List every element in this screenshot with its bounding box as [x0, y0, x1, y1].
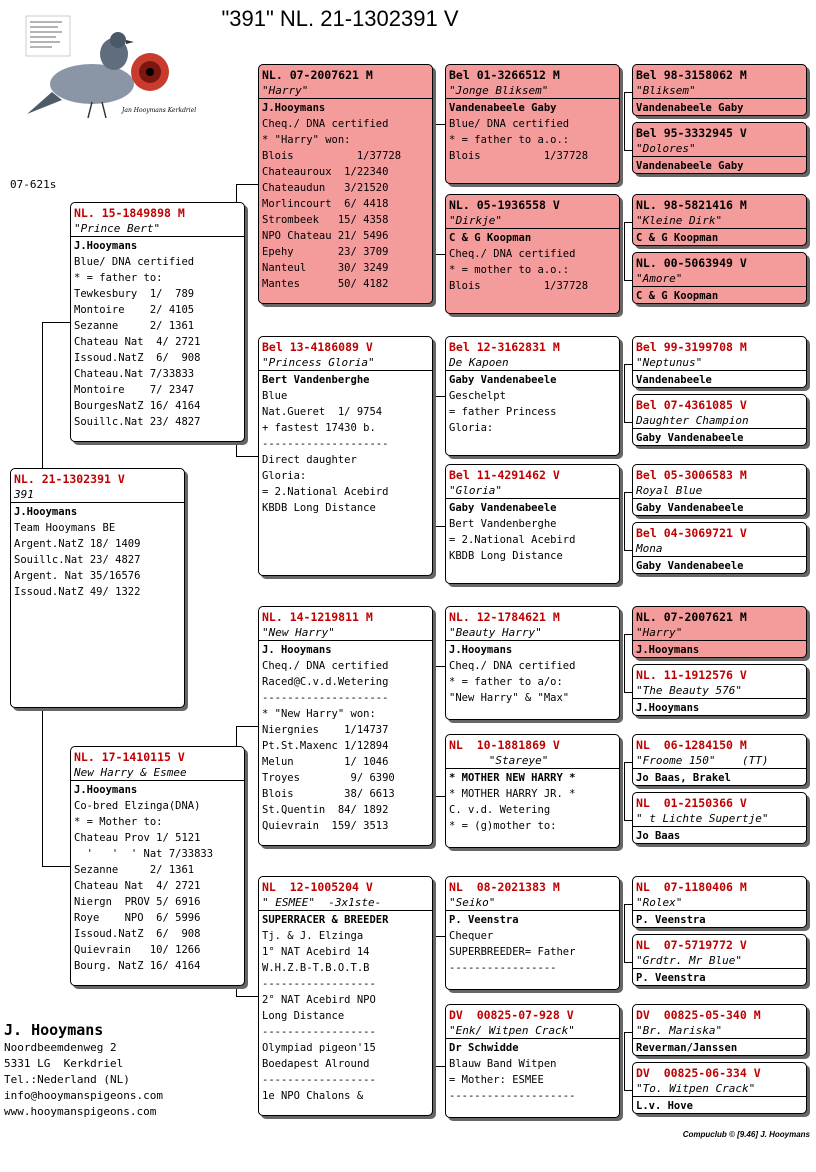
connector-line: [624, 492, 632, 493]
pigeon-card[interactable]: [632, 522, 807, 574]
card-line: Blois 1/37728: [262, 150, 402, 162]
ring-number: Bel 13-4186089 V: [262, 340, 373, 354]
card-line: ------------------: [262, 978, 376, 990]
card-line: Olympiad pigeon'15: [262, 1042, 376, 1054]
pigeon-card[interactable]: [632, 606, 807, 658]
card-line: Geschelpt: [449, 390, 506, 402]
pigeon-name: "Gloria": [446, 483, 619, 499]
card-line: Strombeek 15/ 4358: [262, 214, 389, 226]
ring-number: Bel 07-4361085 V: [636, 398, 747, 412]
card-line: * = Mother to:: [74, 816, 163, 828]
pigeon-name: "Bliksem": [633, 83, 806, 99]
pigeon-card[interactable]: [258, 336, 433, 576]
pigeon-name: 391: [11, 487, 184, 503]
owner-block: [4, 1020, 163, 1120]
pigeon-logo: [22, 14, 197, 124]
ring-number: NL. 17-1410115 V: [74, 750, 185, 764]
ring-number: NL. 12-1784621 M: [449, 610, 560, 624]
connector-line: [624, 92, 625, 150]
card-line: Team Hooymans BE: [14, 522, 116, 534]
pigeon-name: "Seiko": [446, 895, 619, 911]
ring-number: NL. 05-1936558 V: [449, 198, 560, 212]
card-line: Niergn PROV 5/ 6916: [74, 896, 201, 908]
card-line: --------------------: [262, 438, 389, 450]
pigeon-card[interactable]: [632, 792, 807, 844]
card-line: + fastest 17430 b.: [262, 422, 376, 434]
card-line: KBDB Long Distance: [449, 550, 563, 562]
card-line: * "Harry" won:: [262, 134, 351, 146]
card-line: Blois 38/ 6613: [262, 788, 395, 800]
ring-number: Bel 11-4291462 V: [449, 468, 560, 482]
ring-number: Bel 01-3266512 M: [449, 68, 560, 82]
connector-line: [624, 550, 632, 551]
card-line: Blois 1/37728: [449, 150, 589, 162]
pigeon-card[interactable]: [632, 664, 807, 716]
card-line: Quievrain 159/ 3513: [262, 820, 389, 832]
card-line: Blue: [262, 390, 288, 402]
pigeon-card[interactable]: [632, 876, 807, 928]
owner-name: J. Hooymans: [4, 1021, 104, 1039]
pigeon-name: " t Lichte Supertje": [633, 811, 806, 827]
connector-line: [624, 634, 632, 635]
pigeon-card[interactable]: [445, 464, 620, 584]
ring-number: Bel 98-3158062 M: [636, 68, 747, 82]
breeder-name: Gaby Vandenabeele: [449, 374, 557, 386]
ring-number: NL 01-2150366 V: [636, 796, 747, 810]
card-line: Morlincourt 6/ 4418: [262, 198, 389, 210]
card-line: Bourg. NatZ 16/ 4164: [74, 960, 201, 972]
connector-line: [624, 692, 632, 693]
pigeon-name: "Br. Mariska": [633, 1023, 806, 1039]
breeder-name: Vandenabeele Gaby: [636, 102, 744, 114]
card-line: Sezanne 2/ 1361: [74, 320, 195, 332]
ring-number: Bel 04-3069721 V: [636, 526, 747, 540]
card-line: Roye NPO 6/ 5996: [74, 912, 201, 924]
card-line: Montoire 2/ 4105: [74, 304, 195, 316]
pigeon-name: "Enk/ Witpen Crack": [446, 1023, 619, 1039]
connector-line: [624, 1032, 625, 1090]
ring-number: NL. 11-1912576 V: [636, 668, 747, 682]
connector-line: [624, 364, 625, 422]
connector-line: [624, 222, 625, 280]
card-line: 1e NPO Chalons &: [262, 1090, 364, 1102]
connector-line: [236, 996, 258, 997]
owner-website[interactable]: www.hooymanspigeons.com: [4, 1105, 157, 1118]
card-line: Montoire 7/ 2347: [74, 384, 195, 396]
ring-number: Bel 95-3332945 V: [636, 126, 747, 140]
connector-line: [624, 280, 632, 281]
pigeon-card[interactable]: [632, 394, 807, 446]
pigeon-card[interactable]: [445, 64, 620, 184]
breeder-name: Gaby Vandenabeele: [636, 432, 744, 444]
pedigree-tag: 07-621s: [10, 178, 57, 191]
card-line: Blois 1/37728: [449, 280, 589, 292]
breeder-name: C & G Koopman: [449, 232, 532, 244]
breeder-name: SUPERRACER & BREEDER: [262, 914, 389, 926]
pigeon-card[interactable]: [632, 252, 807, 304]
pigeon-card[interactable]: [632, 336, 807, 388]
card-line: Cheq./ DNA certified: [262, 118, 389, 130]
card-line: Issoud.NatZ 6/ 908: [74, 928, 201, 940]
card-line: Issoud.NatZ 6/ 908: [74, 352, 201, 364]
owner-line: Noordbeemdenweg 2: [4, 1041, 117, 1054]
card-line: Blue/ DNA certified: [449, 118, 570, 130]
card-line: Raced@C.v.d.Wetering: [262, 676, 389, 688]
card-line: SUPERBREEDER= Father: [449, 946, 576, 958]
ring-number: NL. 07-2007621 M: [262, 68, 373, 82]
card-line: Blue/ DNA certified: [74, 256, 195, 268]
card-line: 1° NAT Acebird 14: [262, 946, 370, 958]
pigeon-card[interactable]: [632, 122, 807, 174]
pigeon-name: "Grdtr. Mr Blue": [633, 953, 806, 969]
card-line: Epehy 23/ 3709: [262, 246, 389, 258]
card-line: W.H.Z.B-T.B.O.T.B: [262, 962, 370, 974]
pigeon-card[interactable]: [632, 1004, 807, 1056]
ring-number: NL. 00-5063949 V: [636, 256, 747, 270]
card-line: BourgesNatZ 16/ 4164: [74, 400, 201, 412]
pigeon-name: "The Beauty 576": [633, 683, 806, 699]
ring-number: NL 08-2021383 M: [449, 880, 560, 894]
breeder-name: P. Veenstra: [636, 914, 706, 926]
breeder-name: J. Hooymans: [262, 644, 332, 656]
card-line: Nat.Gueret 1/ 9754: [262, 406, 383, 418]
card-line: * = (g)mother to:: [449, 820, 557, 832]
pigeon-card[interactable]: [70, 746, 245, 986]
pigeon-name: "Amore": [633, 271, 806, 287]
breeder-name: J.Hooymans: [449, 644, 513, 656]
connector-line: [624, 904, 625, 962]
card-line: Long Distance: [262, 1010, 345, 1022]
pigeon-card[interactable]: [632, 1062, 807, 1114]
card-line: Mantes 50/ 4182: [262, 278, 389, 290]
card-line: Tewkesbury 1/ 789: [74, 288, 195, 300]
connector-line: [42, 708, 43, 866]
owner-line: 5331 LG Kerkdriel: [4, 1057, 124, 1070]
connector-line: [624, 222, 632, 223]
card-line: * = father to a/o:: [449, 676, 563, 688]
card-line: Co-bred Elzinga(DNA): [74, 800, 201, 812]
pigeon-name: "Stareye": [446, 753, 619, 769]
card-line: Gloria:: [262, 470, 307, 482]
card-line: Chateau Nat 4/ 2721: [74, 336, 201, 348]
card-line: = father Princess: [449, 406, 557, 418]
pigeon-name: "New Harry": [259, 625, 432, 641]
ring-number: DV 00825-06-334 V: [636, 1066, 761, 1080]
pigeon-card[interactable]: [258, 876, 433, 1116]
breeder-name: Jo Baas, Brakel: [636, 772, 731, 784]
connector-line: [624, 820, 632, 821]
card-line: Gloria:: [449, 422, 494, 434]
ring-number: NL 10-1881869 V: [449, 738, 560, 752]
card-line: St.Quentin 84/ 1892: [262, 804, 389, 816]
ring-number: DV 00825-07-928 V: [449, 1008, 574, 1022]
connector-line: [624, 904, 632, 905]
pigeon-name: "Froome 150" (TT): [633, 753, 806, 769]
card-line: Cheq./ DNA certified: [449, 248, 576, 260]
card-line: Blauw Band Witpen: [449, 1058, 557, 1070]
breeder-name: * MOTHER NEW HARRY *: [449, 772, 576, 784]
ring-number: NL. 21-1302391 V: [14, 472, 125, 486]
logo-caption: Jan Hooymans Kerkdriel: [122, 107, 197, 114]
card-line: Souillc.Nat 23/ 4827: [74, 416, 201, 428]
card-line: Melun 1/ 1046: [262, 756, 389, 768]
card-line: KBDB Long Distance: [262, 502, 376, 514]
pigeon-name: "Harry": [633, 625, 806, 641]
pigeon-name: "Beauty Harry": [446, 625, 619, 641]
ring-number: Bel 12-3162831 M: [449, 340, 560, 354]
card-line: Souillc.Nat 23/ 4827: [14, 554, 141, 566]
connector-line: [42, 322, 70, 323]
ring-number: Bel 05-3006583 M: [636, 468, 747, 482]
card-line: Chateauroux 1/22340: [262, 166, 389, 178]
pigeon-name: "Dolores": [633, 141, 806, 157]
pigeon-name: "Neptunus": [633, 355, 806, 371]
card-line: * = mother to a.o.:: [449, 264, 570, 276]
connector-line: [236, 726, 258, 727]
card-line: Troyes 9/ 6390: [262, 772, 395, 784]
ring-number: DV 00825-05-340 M: [636, 1008, 761, 1022]
card-line: ' ' ' Nat 7/33833: [74, 848, 214, 860]
card-line: Tj. & J. Elzinga: [262, 930, 364, 942]
card-line: Sezanne 2/ 1361: [74, 864, 195, 876]
card-line: Bert Vandenberghe: [449, 518, 557, 530]
breeder-name: Reverman/Janssen: [636, 1042, 738, 1054]
breeder-name: J.Hooymans: [74, 784, 138, 796]
card-line: -----------------: [449, 962, 557, 974]
card-line: = 2.National Acebird: [449, 534, 576, 546]
card-line: "New Harry" & "Max": [449, 692, 570, 704]
pigeon-name: "Kleine Dirk": [633, 213, 806, 229]
card-line: Quievrain 10/ 1266: [74, 944, 201, 956]
breeder-name: P. Veenstra: [449, 914, 519, 926]
pigeon-name: Royal Blue: [633, 483, 806, 499]
connector-line: [624, 364, 632, 365]
breeder-name: C & G Koopman: [636, 290, 719, 302]
owner-line: Tel.:Nederland (NL): [4, 1073, 130, 1086]
breeder-name: Jo Baas: [636, 830, 681, 842]
connector-line: [624, 762, 632, 763]
breeder-name: J.Hooymans: [14, 506, 78, 518]
ring-number: NL. 98-5821416 M: [636, 198, 747, 212]
pigeon-card[interactable]: [632, 934, 807, 986]
connector-line: [624, 492, 625, 550]
card-line: Issoud.NatZ 49/ 1322: [14, 586, 141, 598]
pigeon-card[interactable]: [258, 64, 433, 304]
pigeon-card[interactable]: [70, 202, 245, 442]
card-line: Cheq./ DNA certified: [262, 660, 389, 672]
card-line: C. v.d. Wetering: [449, 804, 551, 816]
card-line: Direct daughter: [262, 454, 357, 466]
breeder-name: C & G Koopman: [636, 232, 719, 244]
pigeon-name: De Kapoen: [446, 355, 619, 371]
connector-line: [624, 150, 632, 151]
pigeon-card[interactable]: [258, 606, 433, 846]
breeder-name: P. Veenstra: [636, 972, 706, 984]
card-line: 2° NAT Acebird NPO: [262, 994, 376, 1006]
card-line: Pt.St.Maxenc 1/12894: [262, 740, 389, 752]
connector-line: [624, 422, 632, 423]
card-line: * "New Harry" won:: [262, 708, 376, 720]
pigeon-card[interactable]: [445, 336, 620, 456]
ring-number: NL 07-1180406 M: [636, 880, 747, 894]
pigeon-name: "Princess Gloria": [259, 355, 432, 371]
card-line: Chateau Prov 1/ 5121: [74, 832, 201, 844]
card-line: --------------------: [262, 692, 389, 704]
card-line: Nanteul 30/ 3249: [262, 262, 389, 274]
breeder-name: Dr Schwidde: [449, 1042, 519, 1054]
pigeon-card[interactable]: [632, 194, 807, 246]
ring-number: NL 12-1005204 V: [262, 880, 373, 894]
ring-number: NL. 07-2007621 M: [636, 610, 747, 624]
breeder-name: J.Hooymans: [636, 702, 700, 714]
owner-email[interactable]: info@hooymanspigeons.com: [4, 1089, 163, 1102]
ring-number: Bel 99-3199708 M: [636, 340, 747, 354]
connector-line: [624, 92, 632, 93]
breeder-name: J.Hooymans: [262, 102, 326, 114]
card-line: * MOTHER HARRY JR. *: [449, 788, 576, 800]
pigeon-card[interactable]: [445, 876, 620, 990]
page-title: "391" NL. 21-1302391 V: [221, 6, 459, 31]
card-line: Argent.NatZ 18/ 1409: [14, 538, 141, 550]
pigeon-name: Daughter Champion: [633, 413, 806, 429]
breeder-name: J.Hooymans: [74, 240, 138, 252]
connector-line: [236, 456, 258, 457]
pigeon-card[interactable]: [445, 606, 620, 720]
pigeon-name: Mona: [633, 541, 806, 557]
pigeon-name: New Harry & Esmee: [71, 765, 244, 781]
connector-line: [624, 962, 632, 963]
pigeon-card[interactable]: [632, 464, 807, 516]
card-line: Boedapest Alround: [262, 1058, 370, 1070]
pigeon-name: " ESMEE" -3x1ste-: [259, 895, 432, 911]
card-line: = Mother: ESMEE: [449, 1074, 544, 1086]
pigeon-name: "Harry": [259, 83, 432, 99]
card-line: Chateaudun 3/21520: [262, 182, 389, 194]
breeder-name: Bert Vandenberghe: [262, 374, 370, 386]
connector-line: [624, 1090, 632, 1091]
connector-line: [42, 866, 70, 867]
pigeon-card[interactable]: [10, 468, 185, 708]
pigeon-name: "To. Witpen Crack": [633, 1081, 806, 1097]
breeder-name: J.Hooymans: [636, 644, 700, 656]
card-line: ------------------: [262, 1026, 376, 1038]
connector-line: [42, 322, 43, 468]
pigeon-card[interactable]: [445, 194, 620, 314]
pigeon-name: "Rolex": [633, 895, 806, 911]
connector-line: [236, 184, 258, 185]
ring-number: NL. 15-1849898 M: [74, 206, 185, 220]
pigeon-name: "Dirkje": [446, 213, 619, 229]
card-line: * = father to:: [74, 272, 163, 284]
breeder-name: L.v. Hove: [636, 1100, 693, 1112]
card-line: Cheq./ DNA certified: [449, 660, 576, 672]
connector-line: [624, 762, 625, 820]
card-line: Argent. Nat 35/16576: [14, 570, 141, 582]
pigeon-card[interactable]: [632, 64, 807, 116]
card-line: Chateau Nat 4/ 2721: [74, 880, 201, 892]
pigeon-card[interactable]: [445, 734, 620, 848]
card-line: = 2.National Acebird: [262, 486, 389, 498]
pigeon-card[interactable]: [445, 1004, 620, 1118]
ring-number: NL 06-1284150 M: [636, 738, 747, 752]
breeder-name: Gaby Vandenabeele: [636, 502, 744, 514]
breeder-name: Vandenabeele Gaby: [449, 102, 557, 114]
connector-line: [624, 634, 625, 692]
ring-number: NL. 14-1219811 M: [262, 610, 373, 624]
card-line: Chateau.Nat 7/33833: [74, 368, 195, 380]
card-line: * = father to a.o.:: [449, 134, 570, 146]
breeder-name: Gaby Vandenabeele: [636, 560, 744, 572]
breeder-name: Vandenabeele: [636, 374, 712, 386]
card-line: --------------------: [449, 1090, 576, 1102]
pigeon-name: "Prince Bert": [71, 221, 244, 237]
footer-credit: Compuclub © [9.46] J. Hooymans: [682, 1130, 810, 1139]
card-line: ------------------: [262, 1074, 376, 1086]
ring-number: NL 07-5719772 V: [636, 938, 747, 952]
card-line: NPO Chateau 21/ 5496: [262, 230, 389, 242]
connector-line: [624, 1032, 632, 1033]
breeder-name: Vandenabeele Gaby: [636, 160, 744, 172]
pigeon-card[interactable]: [632, 734, 807, 786]
card-line: Chequer: [449, 930, 494, 942]
pigeon-name: "Jonge Bliksem": [446, 83, 619, 99]
breeder-name: Gaby Vandenabeele: [449, 502, 557, 514]
card-line: Niergnies 1/14737: [262, 724, 389, 736]
